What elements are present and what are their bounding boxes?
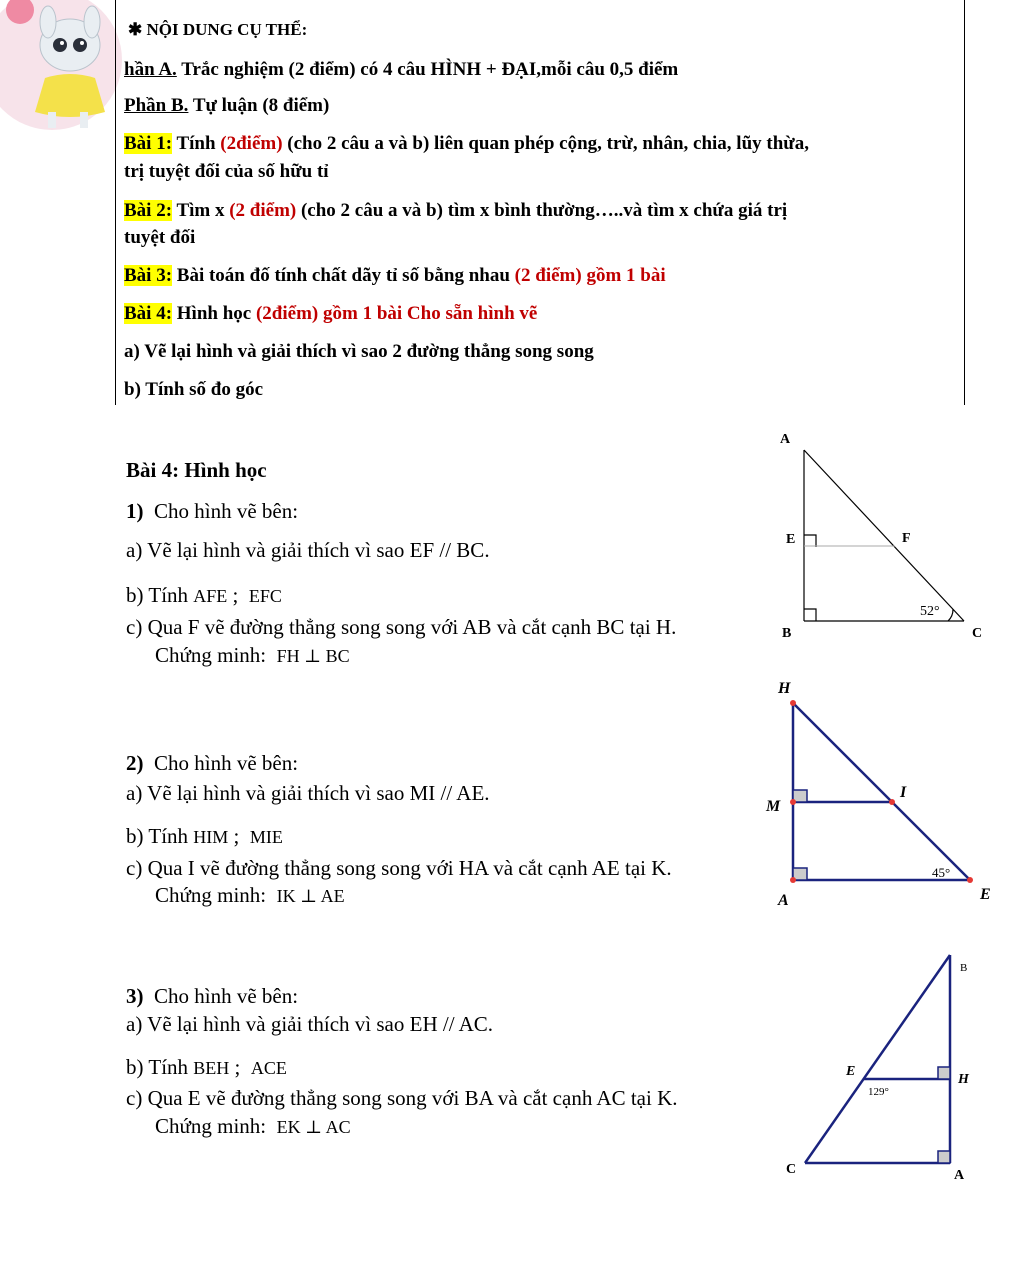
p2-c: c) Qua I vẽ đường thẳng song song với HA và cắt cạnh AE tại K. xyxy=(126,856,672,880)
p3-c: c) Qua E vẽ đường thẳng song song với BA và cắt cạnh AC tại K. xyxy=(126,1086,678,1110)
p1-b: b) Tính AFE ; EFC xyxy=(126,583,282,607)
fig1-right-angle-b xyxy=(804,609,816,621)
fig3-right-angle-h xyxy=(938,1067,950,1079)
bai1-label: Bài 1: xyxy=(124,133,173,154)
part-a-line xyxy=(124,58,678,82)
p2-num: 2) xyxy=(126,751,144,775)
fig2-line-he xyxy=(793,703,970,880)
p2-prove-expr: IK ⊥ AE xyxy=(276,886,345,906)
p2-intro: Cho hình vẽ bên: xyxy=(154,751,299,775)
bai4-text1: Hình học xyxy=(172,303,256,324)
part-b-text: Tự luận (8 điểm) xyxy=(188,95,330,116)
p1-prove-expr: FH ⊥ BC xyxy=(276,646,350,666)
bai4-points: (2điểm) xyxy=(255,303,319,324)
fig1-label-f: F xyxy=(902,531,911,546)
fig3-label-h: H xyxy=(958,1072,969,1087)
p3-num: 3) xyxy=(126,984,144,1008)
p1-prove-label: Chứng minh: xyxy=(155,643,267,667)
exercise-title: Bài 4: Hình học xyxy=(126,458,267,482)
p1-a: a) Vẽ lại hình và giải thích vì sao EF // BC. xyxy=(126,538,490,562)
fig3-label-e: E xyxy=(846,1064,856,1079)
p2-angle2: MIE xyxy=(249,827,283,847)
fig3-label-a: A xyxy=(954,1168,965,1183)
bai1-text1: Tính xyxy=(172,133,221,154)
p3-a: a) Vẽ lại hình và giải thích vì sao EH // AC. xyxy=(126,1012,494,1036)
bai4-text2: gồm 1 bài Cho sẵn hình vẽ xyxy=(318,303,538,324)
p1-prove xyxy=(155,642,350,669)
bai3-text1: Bài toán đố tính chất dãy tỉ số bằng nhau xyxy=(172,265,515,286)
p2-b-prefix: b) Tính xyxy=(126,824,189,848)
part-b-label: Phần B. xyxy=(124,95,189,116)
p2-b: b) Tính HIM ; MIE xyxy=(126,824,283,848)
bai2-line2: tuyệt đối xyxy=(124,227,196,248)
p2-angle1: HIM xyxy=(193,827,229,847)
item-a: a) Vẽ lại hình và giải thích vì sao 2 đường thẳng song song xyxy=(124,341,594,362)
fig2-point-e xyxy=(967,877,973,883)
fig1-label-c: C xyxy=(972,626,983,641)
fig3-angle-label: 129° xyxy=(868,1086,889,1098)
fig2-label-a: A xyxy=(778,892,789,909)
p1-b-prefix: b) Tính xyxy=(126,583,189,607)
figure-1 xyxy=(760,425,1000,650)
bai1-line xyxy=(124,132,809,156)
p2-prove-label: Chứng minh: xyxy=(155,883,267,907)
fig1-label-a: A xyxy=(780,432,791,447)
fig3-label-c: C xyxy=(786,1162,797,1177)
bai1-points: (2điểm) xyxy=(220,133,283,154)
fig2-label-e: E xyxy=(980,886,991,903)
p3-intro-line xyxy=(126,983,298,1009)
bai2-text2: (cho 2 câu a và b) tìm x bình thường…..và tìm x chứa giá trị xyxy=(296,200,788,221)
p1-c: c) Qua F vẽ đường thẳng song song với AB và cắt cạnh BC tại H. xyxy=(126,615,677,639)
fig1-angle-label: 52° xyxy=(920,604,940,619)
fig1-right-angle-e xyxy=(804,535,816,547)
mascot-illustration xyxy=(0,0,130,135)
p2-prove xyxy=(155,882,345,909)
fig1-label-e: E xyxy=(786,532,796,547)
part-a-text: Trắc nghiệm (2 điểm) có 4 câu HÌNH + ĐẠI,mỗi câu 0,5 điểm xyxy=(176,59,679,80)
bai4-label: Bài 4: xyxy=(124,303,173,324)
bai2-points: (2 điểm) xyxy=(229,200,297,221)
p3-angle1: BEH xyxy=(193,1058,230,1078)
fig2-angle-label: 45° xyxy=(932,865,951,880)
fig2-label-i: I xyxy=(900,784,907,801)
fig1-line-ac xyxy=(804,450,964,621)
bai3-points: (2 điểm) xyxy=(514,265,582,286)
p3-b-prefix: b) Tính xyxy=(126,1055,189,1079)
fig1-angle-arc xyxy=(948,609,953,621)
bai1-text2: (cho 2 câu a và b) liên quan phép cộng, trừ, nhân, chia, lũy thừa, xyxy=(282,133,809,154)
fig3-line-bc xyxy=(805,955,950,1163)
p3-prove xyxy=(155,1113,351,1140)
bai3-line xyxy=(124,264,666,288)
fig3-label-b: B xyxy=(960,962,968,974)
bai2-text1: Tìm x xyxy=(172,200,230,221)
p1-angle1: AFE xyxy=(193,586,228,606)
fig3-right-angle-a xyxy=(938,1151,950,1163)
fig2-point-a xyxy=(790,877,796,883)
figure-2 xyxy=(760,675,1000,915)
part-a-label: hần A. xyxy=(124,59,177,80)
p1-angle2: EFC xyxy=(248,586,282,606)
item-b: b) Tính số đo góc xyxy=(124,379,264,400)
fig2-label-m: M xyxy=(766,798,781,815)
p3-prove-expr: EK ⊥ AC xyxy=(276,1117,351,1137)
p3-angle2: ACE xyxy=(250,1058,287,1078)
fig2-point-i xyxy=(889,799,895,805)
part-b-line xyxy=(124,94,329,118)
p3-prove-label: Chứng minh: xyxy=(155,1114,267,1138)
p2-a: a) Vẽ lại hình và giải thích vì sao MI // AE. xyxy=(126,781,490,805)
star-icon: ✱ xyxy=(128,20,147,39)
figure-3 xyxy=(760,945,1000,1185)
p1-num: 1) xyxy=(126,499,144,523)
p2-intro-line xyxy=(126,750,298,776)
bai2-line xyxy=(124,199,787,223)
bai2-label: Bài 2: xyxy=(124,200,173,221)
fig2-point-h xyxy=(790,700,796,706)
bai3-text2: gồm 1 bài xyxy=(581,265,666,286)
bai1-line2: trị tuyệt đối của số hữu tỉ xyxy=(124,161,329,182)
p3-b: b) Tính BEH ; ACE xyxy=(126,1055,287,1079)
fig1-label-b: B xyxy=(782,626,792,641)
p1-intro: Cho hình vẽ bên: xyxy=(154,499,299,523)
bai4-line xyxy=(124,302,537,326)
fig2-label-h: H xyxy=(778,680,791,697)
p3-intro: Cho hình vẽ bên: xyxy=(154,984,299,1008)
fig2-point-m xyxy=(790,799,796,805)
bai3-label: Bài 3: xyxy=(124,265,173,286)
p1-intro-line xyxy=(126,498,298,524)
section-title: ✱ NỘI DUNG CỤ THỂ: xyxy=(128,20,308,39)
